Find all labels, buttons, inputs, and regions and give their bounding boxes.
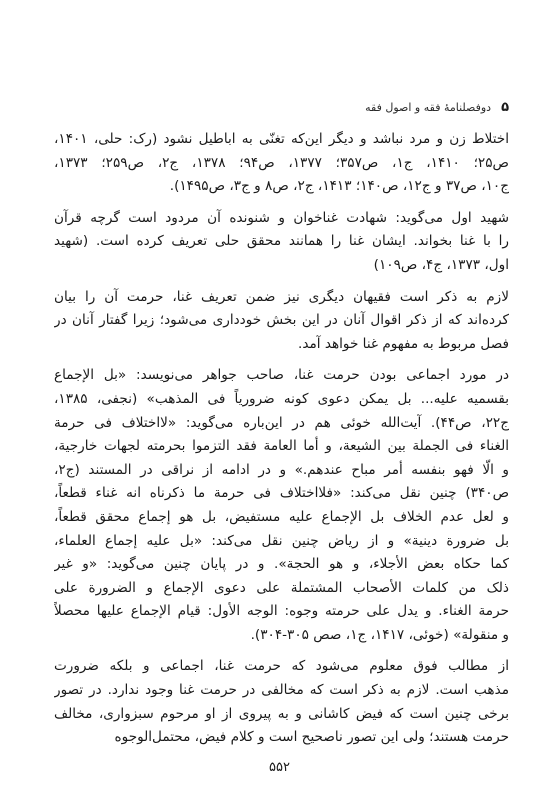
- paragraph-gap: [54, 278, 509, 286]
- text-line: بل ضرورة دینیة» و از ریاض چنین نقل می‌کند: «بل علیه إجماع العلماء،: [54, 532, 509, 549]
- paragraph: [54, 207, 509, 278]
- text-line: در مورد اجماعی بودن حرمت غنا، صاحب جواهر می‌نویسد: «بل الإجماع: [54, 367, 509, 384]
- paragraph: [54, 655, 509, 749]
- text-line: ج۲۲، ص۴۴). آیت‌الله خوئی هم در این‌باره می‌گوید: «لااختلاف فی حرمة: [54, 414, 509, 431]
- paragraph: [54, 364, 509, 647]
- text-line: برخی چنین است که فیض کاشانی و به پیروی از او مرحوم سبزواری، مخالف: [54, 705, 509, 722]
- text-line: و الّا فهو بنفسه أمر مباح عندهم.» و در ادامه از نراقی در المستند (ج۲،: [54, 461, 509, 478]
- body-text: [54, 128, 509, 750]
- text-line: فصل مربوط به مفهوم غنا خواهد آمد.: [298, 335, 509, 352]
- header-journal-title: دوفصلنامهٔ فقه و اصول فقه: [365, 100, 492, 114]
- text-line: ص۳۴۰) چنین نقل می‌کند: «فلااختلاف فی حرمة ما ذکرناه انه غناء قطعاً،: [54, 485, 509, 502]
- paragraph-gap: [54, 647, 509, 655]
- text-line: مذهب است. لازم به ذکر است که مخالفی در حرمت غنا وجود ندارد. در تصور: [54, 682, 509, 699]
- text-line: و منقولة» (خوئی، ۱۴۱۷، ج۱، صص ۳۰۵-۳۰۴).: [250, 626, 509, 643]
- text-line: و لعل عدم الخلاف بل الإجماع علیه مستفیض، بل هو إجماع محقق قطعاً،: [54, 508, 509, 525]
- page-number: ۵۵۲: [269, 760, 290, 775]
- running-header: [54, 96, 509, 118]
- text-line: را با غنا بخواند. ایشان غنا را همانند محقق حلی تعریف کرده است. (شهید: [54, 233, 509, 250]
- text-line: الغناء فی الجملة بین الشیعة، و أما العامة فقد التزموا بحرمته لجهات خارجیة،: [54, 438, 509, 455]
- paragraph-gap: [54, 356, 509, 364]
- paragraph: [54, 286, 509, 357]
- text-line: ج۱۰، ص۳۷ و ج۱۲، ص۱۴۰؛ ۱۴۱۳، ج۲، ص۸ و ج۳، ص۱۴۹۵).: [169, 178, 509, 195]
- paragraph-gap: [54, 199, 509, 207]
- text-line: ص۲۵؛ ۱۴۱۰، ج۱، ص۳۵۷؛ ۱۳۷۷، ص۹۴؛ ۱۳۷۸، ج۲، ص۲۵۹؛ ۱۳۷۳،: [54, 154, 509, 171]
- text-line: کرده‌اند که از ذکر اقوال آنان در این بخش خودداری می‌شود؛ زیرا گفتار آنان در: [54, 312, 509, 329]
- text-line: ذلک من کلمات الأصحاب المشتملة علی دعوی الإجماع و الضرورة علی: [54, 579, 509, 596]
- text-line: لازم به ذکر است فقیهان دیگری نیز ضمن تعریف غنا، حرمت آن را بیان: [54, 288, 509, 305]
- text-line: بقسمیه علیه... بل یمکن دعوی کونه ضروریاً فی المذهب» (نجفی، ۱۳۸۵،: [54, 390, 509, 407]
- header-section-mark: ۵: [501, 99, 509, 115]
- text-line: از مطالب فوق معلوم می‌شود که حرمت غنا، اجماعی و بلکه ضرورت: [54, 658, 509, 675]
- text-line: اول، ۱۳۷۳، ج۴، ص۱۰۹): [373, 256, 509, 273]
- text-line: اختلاط زن و مرد نباشد و دیگر این‌که تغنّی به اباطیل نشود (رک: حلی، ۱۴۰۱،: [54, 131, 509, 147]
- text-line: حرمة الغناء. و یدل علی حرمته وجوه: الوجه الأول: قیام الإجماع علیها محصلاً: [54, 603, 509, 620]
- text-line: شهید اول می‌گوید: شهادت غناخوان و شنونده آن مردود است گرچه قرآن: [54, 209, 509, 226]
- text-line: کما حکاه بعض الأجلاء، و هو الحجة». و در پایان چنین می‌گوید: «و غیر: [54, 556, 509, 573]
- paragraph: [54, 128, 509, 199]
- text-line: حرمت هستند؛ ولی این تصور ناصحیح است و کلام فیض، محتمل‌الوجوه: [114, 729, 509, 746]
